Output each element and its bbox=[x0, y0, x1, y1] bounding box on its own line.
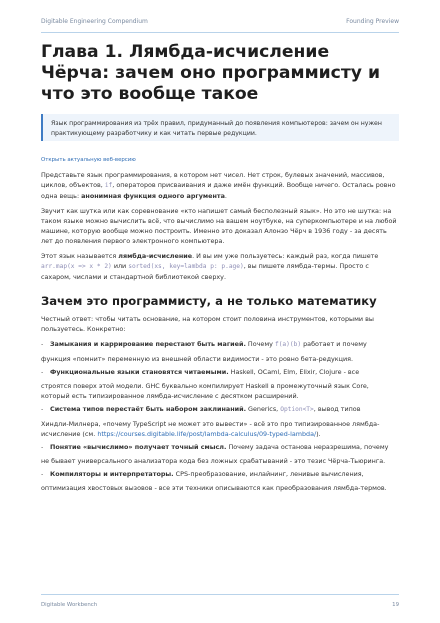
chapter-body bbox=[41, 170, 399, 496]
intro-paragraph-3 bbox=[41, 251, 399, 282]
list-item bbox=[41, 404, 399, 439]
header-book-title: Digitable Engineering Compendium bbox=[41, 17, 148, 25]
emphasis: анонимная функция одного аргумента bbox=[81, 192, 225, 200]
section-intro: Честный ответ: чтобы читать основание, на котором стоит половина инструментов, которыми вы пользуетесь. Конкретно: bbox=[41, 315, 374, 333]
bullet-continuation: строятся поверх этой модели. GHC буквально компилирует Haskell в промежуточный язык Core, который есть типизированное лямбда-исчисление с десятком расширений. bbox=[41, 382, 369, 400]
text: Haskell, OCaml, Elm, Elixir, Clojure - все bbox=[228, 368, 360, 376]
header-edition: Founding Preview bbox=[346, 17, 399, 25]
bullet-title: Замыкания и каррирование перестают быть магией. bbox=[50, 340, 246, 348]
text: . И вы им уже пользуетесь: каждый раз, когда пишете bbox=[192, 252, 379, 260]
inline-code: arr.map(x => x * 2) bbox=[41, 263, 112, 270]
text: Почему bbox=[245, 340, 275, 348]
text: , вывод типов bbox=[313, 405, 361, 413]
text: CPS-преобразование, инлайнинг, ленивые вычисления, bbox=[173, 470, 364, 478]
footer-product: Digitable Workbench bbox=[41, 602, 98, 608]
text: Этот язык называется bbox=[41, 252, 119, 260]
text: Почему задача останова неразрешима, почему bbox=[226, 443, 389, 451]
text: , вы пишете лямбда-термы. Просто с сахаром, числами и стандартной библиотекой сверху. bbox=[41, 262, 369, 281]
text: или bbox=[111, 262, 129, 270]
typed-lambda-link[interactable]: https://courses.digitable.life/post/lambda-calculus/09-typed-lambda/ bbox=[97, 430, 317, 438]
text: Хиндли-Милнера, «почему TypeScript не может это вывести» - всё это про типизированное лямбда-исчисление (см. bbox=[41, 420, 380, 438]
bullet-marker: - bbox=[41, 443, 44, 451]
text: , операторов присваивания и даже имён функций. Вообще ничего. Осталась ровно одна вещь: bbox=[41, 181, 396, 200]
text: ). bbox=[316, 430, 321, 438]
text: Generics, bbox=[246, 405, 281, 413]
bullet-continuation: не бывает универсального анализатора кода без ложных срабатываний - это тезис Чёрча-Тьюринга. bbox=[41, 457, 386, 465]
list-item bbox=[41, 442, 399, 466]
inline-code: Option<T> bbox=[280, 406, 314, 413]
inline-code: sorted(xs, key=lambda p: p.age) bbox=[128, 263, 244, 270]
intro-paragraph-1 bbox=[41, 170, 399, 201]
bullet-title: Функциональные языки становятся читаемыми. bbox=[50, 368, 229, 376]
inline-code: f(a)(b) bbox=[274, 341, 302, 348]
text: Представьте язык программирования, в котором нет чисел. Нет строк, булевых значений, массивов, циклов, объектов, bbox=[41, 171, 385, 189]
running-footer bbox=[41, 594, 399, 611]
section-heading: Зачем это программисту, а не только математику bbox=[41, 294, 377, 308]
text: . bbox=[224, 192, 227, 200]
web-version-link[interactable]: Открыть актуальную веб-версию bbox=[41, 157, 136, 163]
bullet-title: Система типов перестаёт быть набором заклинаний. bbox=[50, 405, 246, 413]
chapter-lead: Язык программирования из трёх правил, придуманный до появления компьютеров: зачем он нужен практикующему разработчику и как читать первые редукции. bbox=[41, 114, 399, 141]
list-item bbox=[41, 367, 399, 401]
bullet-continuation: оптимизация хвостовых вызовов - все эти техники описываются как преобразования лямбда-термов. bbox=[41, 484, 387, 492]
bullet-continuation: функция «помнит» переменную из внешней области видимости - это ровно бета-редукция. bbox=[41, 355, 354, 363]
bullet-marker: - bbox=[41, 368, 44, 376]
running-header bbox=[41, 14, 399, 33]
page-number: 19 bbox=[392, 602, 399, 608]
bullet-title: Понятие «вычислимо» получает точный смысл. bbox=[50, 443, 227, 451]
intro-paragraph-2: Звучит как шутка или как соревнование «кто напишет самый бесполезный язык». Но это не шутка: на таком языке можно вычислить всё, что вычислимо на вашем ноутбуке, на суперкомпьютере и на любой машине, которую вообще можно построить. Именно это доказал Алонзо Чёрч в 1936 году - за десять лет до появления первого электронного компьютера. bbox=[41, 207, 397, 245]
inline-code: if bbox=[104, 182, 113, 189]
bullet-marker: - bbox=[41, 340, 44, 348]
bullet-title: Компиляторы и интерпретаторы. bbox=[50, 470, 174, 478]
chapter-title: Глава 1. Лямбда-исчисление Чёрча: зачем оно программисту и что это вообще такое bbox=[41, 42, 381, 104]
text: работает и почему bbox=[301, 340, 367, 348]
emphasis: лямбда-исчисление bbox=[118, 252, 193, 260]
list-item bbox=[41, 469, 399, 493]
list-item bbox=[41, 339, 399, 364]
bullet-marker: - bbox=[41, 470, 44, 478]
bullet-continuation bbox=[41, 419, 399, 439]
bullet-marker: - bbox=[41, 405, 44, 413]
